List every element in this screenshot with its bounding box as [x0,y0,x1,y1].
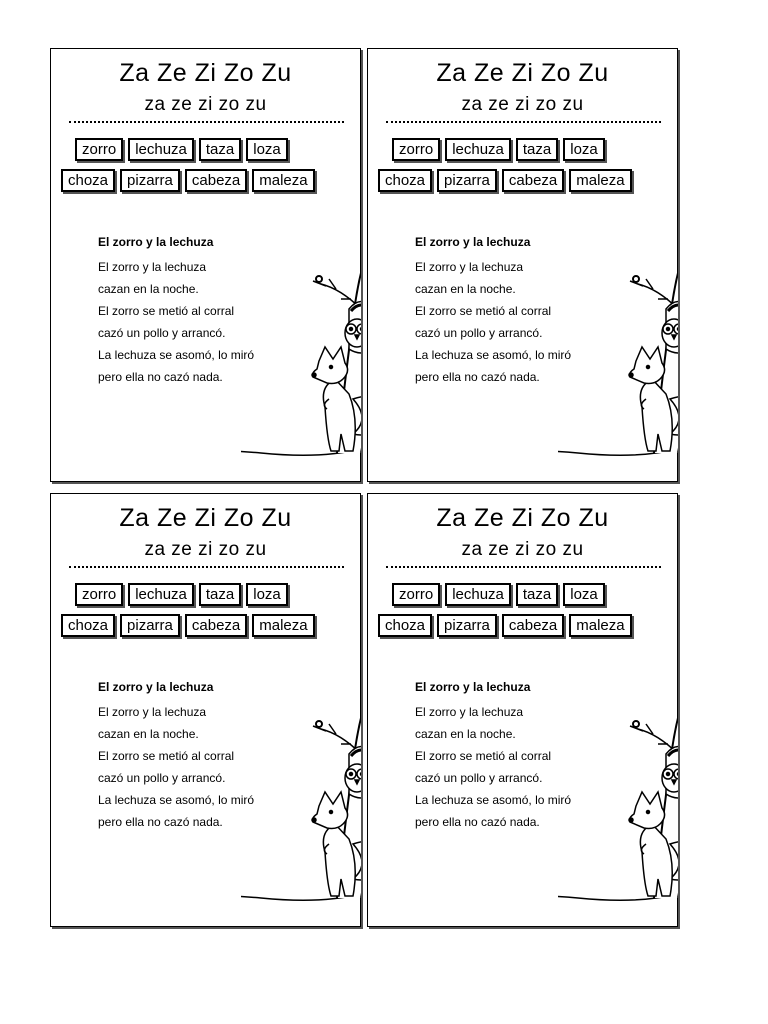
story-line: pero ella no cazó nada. [98,370,223,384]
owl-icon [662,302,678,354]
word-row-2 [378,169,668,192]
story-line: El zorro se metió al corral [98,304,235,318]
story-text [415,256,571,388]
story-line: cazan en la noche. [98,727,199,741]
word-box: zorro [75,138,123,161]
word-box: maleza [569,614,631,637]
word-box: choza [61,169,115,192]
story-text [98,701,254,833]
dotted-divider [386,121,661,123]
word-box: lechuza [128,138,194,161]
word-box: lechuza [445,583,511,606]
reading-card [367,493,678,927]
word-box: taza [199,583,241,606]
word-box: loza [246,583,288,606]
word-box: loza [563,138,605,161]
story-line: pero ella no cazó nada. [415,815,540,829]
word-box: loza [563,583,605,606]
word-box: lechuza [128,583,194,606]
story-line: El zorro se metió al corral [415,304,552,318]
story-text [98,256,254,388]
story-line: cazó un pollo y arrancó. [98,326,226,340]
story-line: El zorro y la lechuza [98,705,207,719]
card-title: Za Ze Zi Zo Zu [436,59,609,87]
card-subtitle: za ze zi zo zu [144,94,267,115]
word-box: cabeza [502,169,564,192]
card-subtitle: za ze zi zo zu [144,539,267,560]
word-box: choza [378,169,432,192]
story-text [415,701,571,833]
story-line: cazan en la noche. [415,282,516,296]
word-box: maleza [252,614,314,637]
word-box: choza [378,614,432,637]
story-line: El zorro se metió al corral [98,749,235,763]
story-line: cazó un pollo y arrancó. [415,771,543,785]
word-box: zorro [75,583,123,606]
card-title: Za Ze Zi Zo Zu [119,504,292,532]
word-box: choza [61,614,115,637]
story-title: El zorro y la lechuza [415,680,531,694]
reading-card [367,48,678,482]
word-box: pizarra [120,169,180,192]
word-box: zorro [392,138,440,161]
story-line: cazó un pollo y arrancó. [98,771,226,785]
word-box: cabeza [502,614,564,637]
word-box: pizarra [437,614,497,637]
story-line: pero ella no cazó nada. [415,370,540,384]
word-box: cabeza [185,169,247,192]
reading-card [50,493,361,927]
tree-owl-fox-illustration [241,229,361,469]
word-box: taza [199,138,241,161]
owl-icon [345,302,361,354]
story-line: El zorro se metió al corral [415,749,552,763]
word-row-1 [392,138,682,161]
word-box: zorro [392,583,440,606]
word-box: maleza [252,169,314,192]
story-line: La lechuza se asomó, lo miró [415,348,572,362]
tree-owl-fox-illustration [558,674,678,914]
dotted-divider [69,566,344,568]
story-line: cazan en la noche. [98,282,199,296]
word-row-2 [378,614,668,637]
story-line: cazan en la noche. [415,727,516,741]
owl-icon [662,747,678,799]
card-subtitle: za ze zi zo zu [461,94,584,115]
story-title: El zorro y la lechuza [98,680,214,694]
word-box: pizarra [120,614,180,637]
story-line: pero ella no cazó nada. [98,815,223,829]
word-box: maleza [569,169,631,192]
story-line: El zorro y la lechuza [415,260,524,274]
word-row-1 [75,138,365,161]
story-line: La lechuza se asomó, lo miró [98,348,255,362]
word-row-2 [61,614,351,637]
tree-owl-fox-illustration [241,674,361,914]
tree-owl-fox-illustration [558,229,678,469]
story-line: cazó un pollo y arrancó. [415,326,543,340]
story-line: El zorro y la lechuza [98,260,207,274]
word-box: cabeza [185,614,247,637]
word-box: taza [516,138,558,161]
word-row-1 [392,583,682,606]
card-title: Za Ze Zi Zo Zu [436,504,609,532]
card-subtitle: za ze zi zo zu [461,539,584,560]
card-title: Za Ze Zi Zo Zu [119,59,292,87]
word-box: lechuza [445,138,511,161]
word-row-1 [75,583,365,606]
story-title: El zorro y la lechuza [98,235,214,249]
word-box: pizarra [437,169,497,192]
story-line: La lechuza se asomó, lo miró [98,793,255,807]
dotted-divider [386,566,661,568]
story-line: El zorro y la lechuza [415,705,524,719]
word-box: loza [246,138,288,161]
word-box: taza [516,583,558,606]
owl-icon [345,747,361,799]
word-row-2 [61,169,351,192]
story-line: La lechuza se asomó, lo miró [415,793,572,807]
story-title: El zorro y la lechuza [415,235,531,249]
reading-card [50,48,361,482]
dotted-divider [69,121,344,123]
